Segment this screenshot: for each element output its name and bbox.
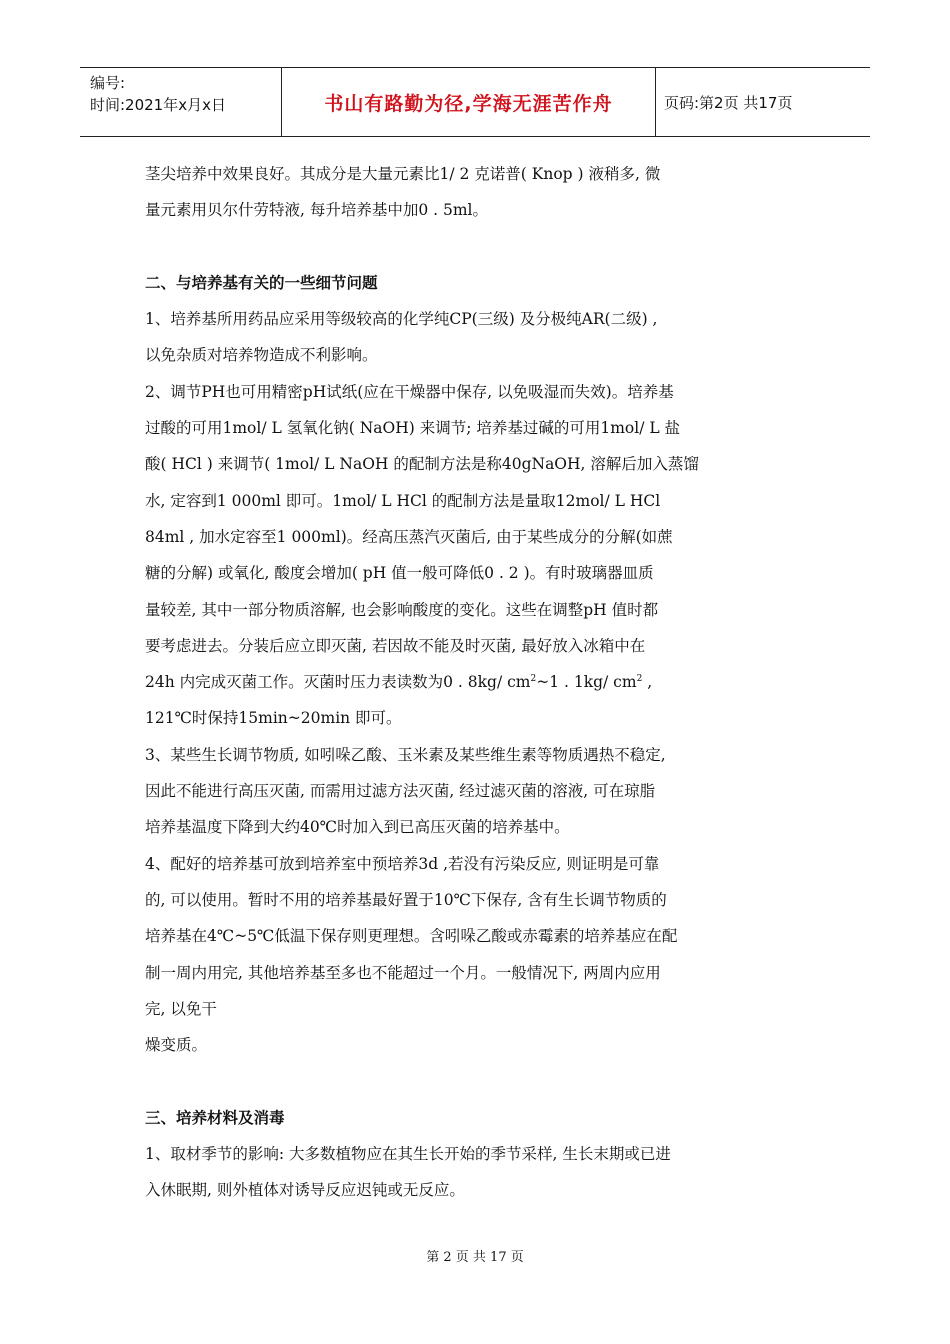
body-line: 要考虑进去。分装后应立即灭菌, 若因故不能及时灭菌, 最好放入冰箱中在 [145, 636, 646, 655]
body-line: 121℃时保持15min~20min 即可。 [145, 709, 402, 728]
pressure-range: ~1 . 1kg/ cm [536, 673, 637, 692]
body-line: 入休眠期, 则外植体对诱导反应迟钝或无反应。 [145, 1181, 465, 1200]
body-line: 的, 可以使用。暂时不用的培养基最好置于10℃下保存, 含有生长调节物质的 [145, 890, 667, 909]
document-body [145, 156, 810, 1209]
pressure-text: 24h 内完成灭菌工作。灭菌时压力表读数为0 . 8kg/ cm [145, 673, 531, 692]
body-line: 完, 以免干 [145, 999, 217, 1018]
body-line: 3、某些生长调节物质, 如吲哚乙酸、玉米素及某些维生素等物质遇热不稳定, [145, 745, 666, 764]
document-time-label: 时间:2021年x月x日 [90, 96, 226, 114]
body-line: 1、取材季节的影响: 大多数植物应在其生长开始的季节采样, 生长末期或已进 [145, 1145, 671, 1164]
body-line: 量元素用贝尔什劳特液, 每升培养基中加0 . 5ml。 [145, 201, 489, 220]
header-motto: 书山有路勤为径,学海无涯苦作舟 [282, 68, 656, 136]
body-line: 茎尖培养中效果良好。其成分是大量元素比1/ 2 克诺普( Knop ) 液稍多, 微 [145, 165, 661, 183]
body-line: 量较差, 其中一部分物质溶解, 也会影响酸度的变化。这些在调整pH 值时都 [145, 600, 659, 619]
superscript: 2 [636, 674, 643, 684]
body-line: 糖的分解) 或氧化, 酸度会增加( pH 值一般可降低0 . 2 )。有时玻璃器皿质 [145, 564, 654, 583]
body-line-pressure [145, 664, 810, 700]
body-line: 2、调节PH也可用精密pH试纸(应在干燥器中保存, 以免吸湿而失效)。培养基 [145, 382, 674, 401]
blank-line [145, 229, 810, 265]
body-line: 以免杂质对培养物造成不利影响。 [145, 346, 378, 365]
header-table [80, 67, 870, 137]
body-line: 1、培养基所用药品应采用等级较高的化学纯CP(三级) 及分极纯AR(二级) , [145, 310, 658, 329]
section-heading: 三、培养材料及消毒 [145, 1108, 285, 1127]
page-footer: 第 2 页 共 17 页 [426, 1250, 524, 1265]
header-meta [80, 68, 282, 136]
body-line: 水, 定容到1 000ml 即可。1mol/ L HCl 的配制方法是量取12mol/ L HCl [145, 491, 661, 510]
body-line: 4、配好的培养基可放到培养室中预培养3d ,若没有污染反应, 则证明是可靠 [145, 854, 660, 873]
header-page-info: 页码:第2页 共17页 [664, 93, 793, 112]
section-heading: 二、与培养基有关的一些细节问题 [145, 273, 378, 292]
body-line: 制一周内用完, 其他培养基至多也不能超过一个月。一般情况下, 两周内应用 [145, 963, 661, 982]
body-line: 酸( HCl ) 来调节( 1mol/ L NaOH 的配制方法是称40gNaOH, 溶解后加入蒸馏 [145, 455, 699, 474]
body-line: 燥变质。 [145, 1036, 208, 1055]
pressure-end: , [642, 673, 653, 692]
body-line: 84ml , 加水定容至1 000ml)。经高压蒸汽灭菌后, 由于某些成分的分解(如蔗 [145, 527, 673, 546]
body-line: 因此不能进行高压灭菌, 而需用过滤方法灭菌, 经过滤灭菌的溶液, 可在琼脂 [145, 782, 656, 801]
body-line: 过酸的可用1mol/ L 氢氧化钠( NaOH) 来调节; 培养基过碱的可用1mol/ L 盐 [145, 419, 681, 438]
body-line: 培养基在4℃~5℃低温下保存则更理想。含吲哚乙酸或赤霉素的培养基应在配 [145, 927, 678, 946]
document-number-label: 编号: [90, 74, 126, 92]
body-line: 培养基温度下降到大约40℃时加入到已高压灭菌的培养基中。 [145, 818, 570, 837]
blank-line [145, 1063, 810, 1099]
superscript: 2 [530, 674, 537, 684]
